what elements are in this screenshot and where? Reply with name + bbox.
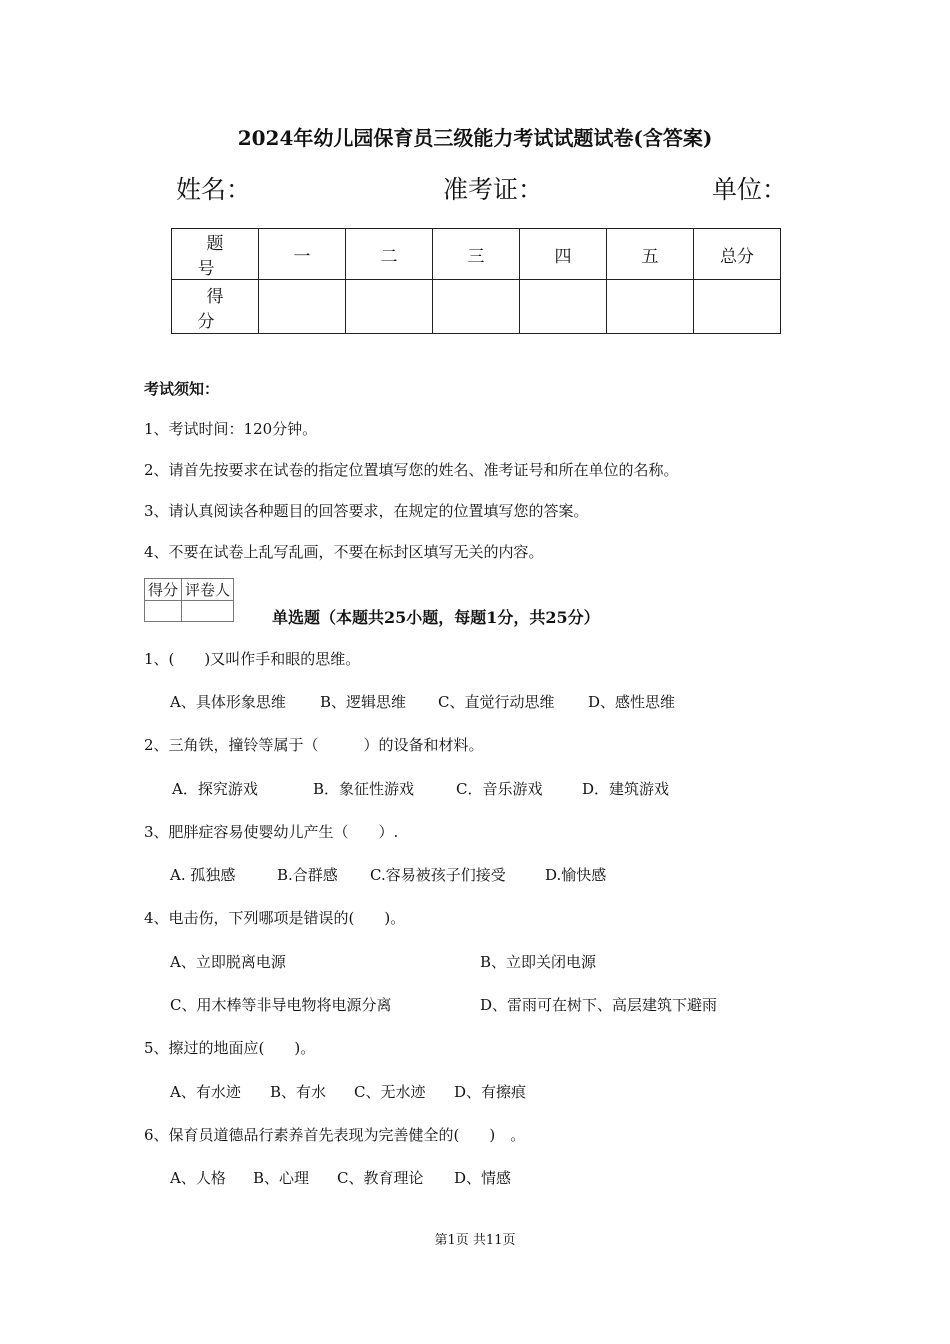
option: C、用木棒等非导电物将电源分离 [170,996,392,1014]
option: A．探究游戏 [172,780,258,798]
grader-box-grader-cell [182,601,234,622]
grader-box [144,578,234,622]
notice-heading: 考试须知： [144,380,220,398]
notice-item: 2、请首先按要求在试卷的指定位置填写您的姓名、准考证号和所在单位的名称。 [144,461,679,479]
grader-box-grader-label: 评卷人 [182,579,234,601]
option: A. 孤独感 [170,866,236,884]
option: A、立即脱离电源 [170,953,286,971]
grader-box-score-label: 得分 [145,579,182,601]
grader-box-score-cell [145,601,182,622]
question-stem: 3、肥胖症容易使婴幼儿产生（ ）. [144,823,399,841]
option: D、感性思维 [588,693,676,711]
option: A、人格 [170,1169,226,1187]
score-table-header-cell: 五 [607,229,694,280]
option: B．象征性游戏 [313,780,415,798]
score-table-score-row [172,280,781,334]
score-cell [520,280,607,334]
option: C.容易被孩子们接受 [370,866,506,884]
notice-item: 1、考试时间：120分钟。 [144,420,318,438]
notice-item: 4、不要在试卷上乱写乱画，不要在标封区填写无关的内容。 [144,543,544,561]
score-table-header-cell: 总分 [694,229,781,280]
option: D、雷雨可在树下、高层建筑下避雨 [480,996,718,1014]
option: A、具体形象思维 [170,693,286,711]
option: A、有水迹 [170,1083,241,1101]
option: C、直觉行动思维 [438,693,555,711]
section-title: 单选题（本题共25小题，每题1分，共25分） [272,608,600,627]
unit-field-label: 单位： [712,175,788,204]
exam-id-field-label: 准考证： [443,175,544,204]
option: B、有水 [270,1083,327,1101]
score-table-header-cell: 二 [346,229,433,280]
question-stem: 5、擦过的地面应( )。 [144,1039,316,1057]
score-table-header-label: 题 号 [172,229,259,280]
page-title: 2024年幼儿园保育员三级能力考试试题试卷(含答案) [237,126,713,150]
question-stem: 2、三角铁，撞铃等属于（ ）的设备和材料。 [144,736,484,754]
option: B、逻辑思维 [320,693,407,711]
score-cell [433,280,520,334]
score-cell [607,280,694,334]
option: D、情感 [454,1169,512,1187]
score-table-header-cell: 一 [259,229,346,280]
option: D.愉快感 [545,866,607,884]
score-table [171,228,781,334]
option: B、立即关闭电源 [480,953,597,971]
notice-item: 3、请认真阅读各种题目的回答要求，在规定的位置填写您的答案。 [144,502,589,520]
score-cell [346,280,433,334]
score-table-header-cell: 三 [433,229,520,280]
option: C、无水迹 [354,1083,426,1101]
score-table-header-row [172,229,781,280]
score-table-row-label: 得 分 [172,280,259,334]
option: D、有擦痕 [454,1083,527,1101]
option: B.合群感 [277,866,338,884]
question-stem: 1、( )又叫作手和眼的思维。 [144,650,361,668]
option: D．建筑游戏 [582,780,670,798]
score-cell [694,280,781,334]
option: B、心理 [253,1169,310,1187]
question-stem: 4、电击伤，下列哪项是错误的( )。 [144,909,406,927]
score-table-header-cell: 四 [520,229,607,280]
score-cell [259,280,346,334]
name-field-label: 姓名： [176,175,252,204]
page-footer: 第1页 共11页 [434,1233,516,1248]
option: C、教育理论 [337,1169,424,1187]
option: C．音乐游戏 [456,780,543,798]
question-stem: 6、保育员道德品行素养首先表现为完善健全的( ) 。 [144,1126,526,1144]
